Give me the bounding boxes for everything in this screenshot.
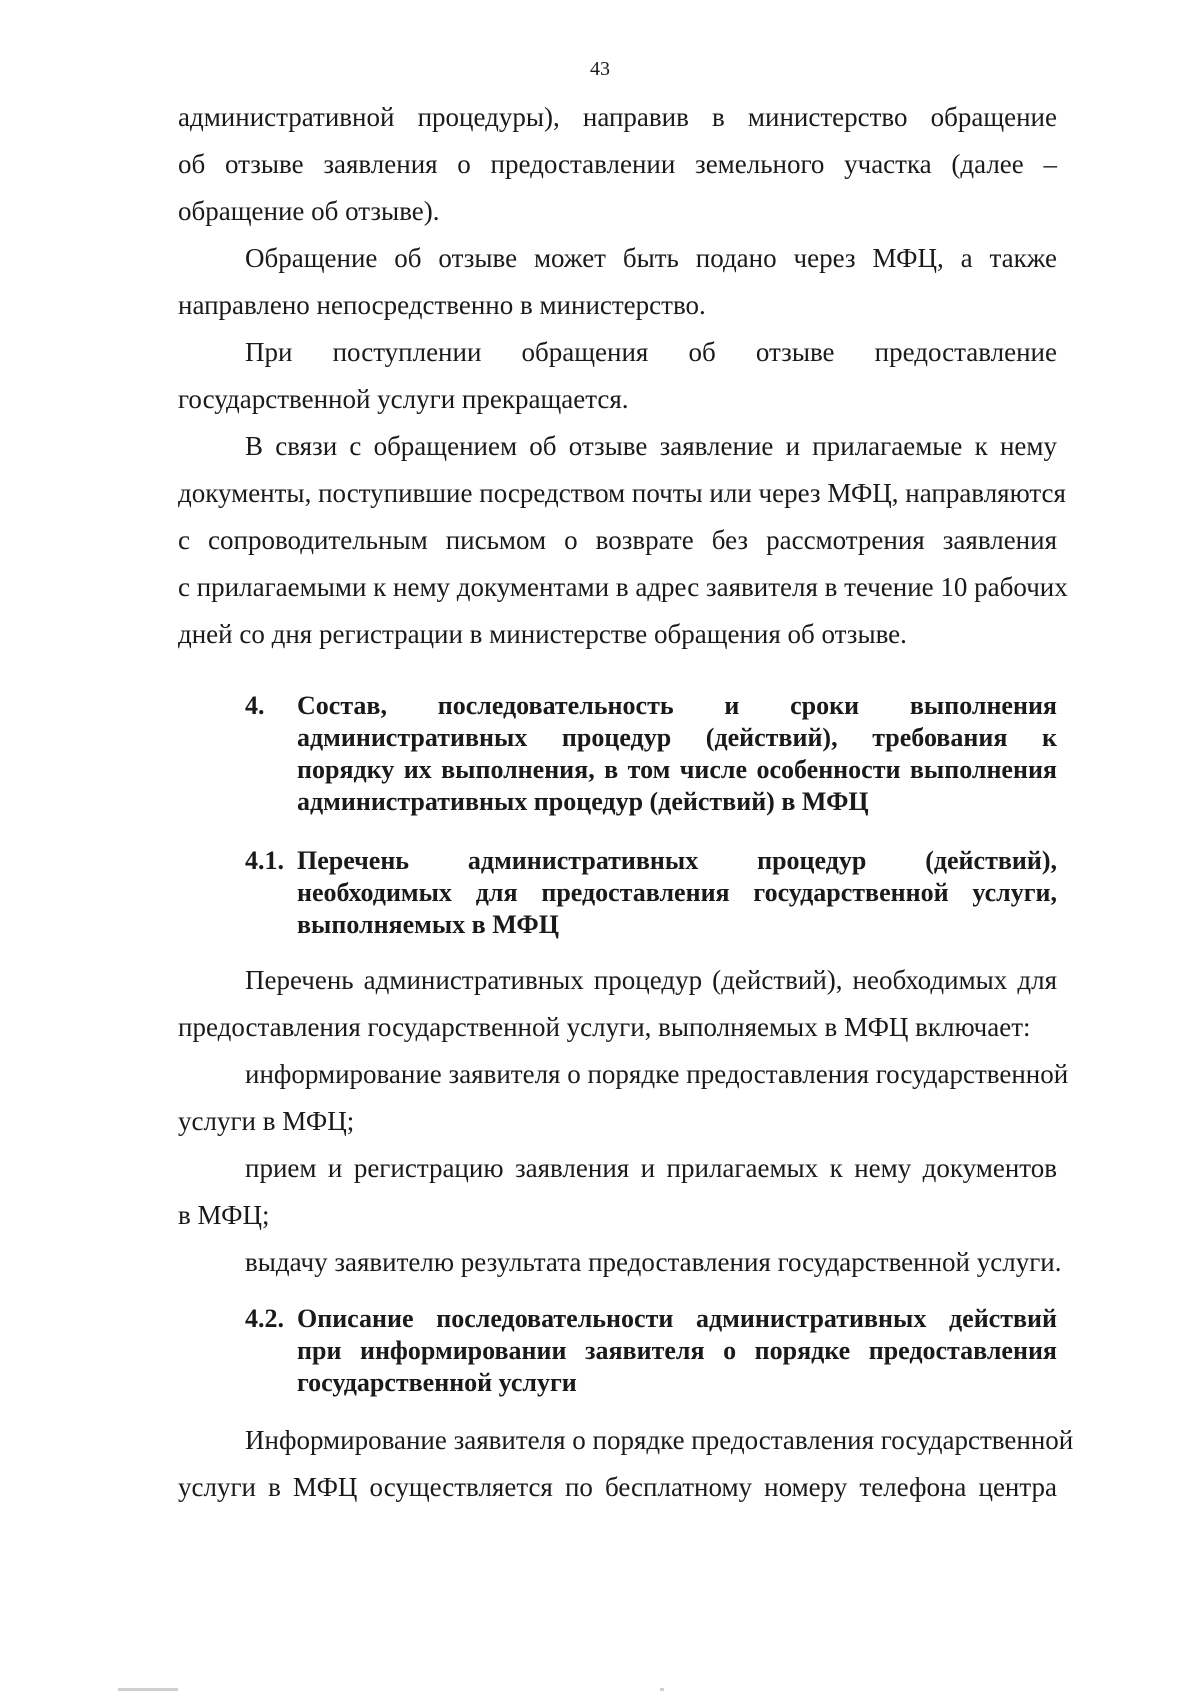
body-text-line: административной процедуры), направив в министерство обращение <box>178 102 1057 132</box>
scan-artifact <box>118 1688 178 1691</box>
body-text-line: При поступлении обращения об отзыве предоставление <box>245 337 1057 367</box>
body-text-line: об отзыве заявления о предоставлении земельного участка (далее – <box>178 149 1057 179</box>
page-number: 43 <box>590 58 610 80</box>
section-heading-line: административных процедур (действий), требования к <box>297 723 1057 752</box>
section-number: 4. <box>245 691 265 720</box>
section-number: 4.1. <box>245 846 284 875</box>
body-text-line: Обращение об отзыве может быть подано через МФЦ, а также <box>245 243 1057 273</box>
body-text-line: Перечень административных процедур (действий), необходимых для <box>245 965 1057 995</box>
body-text-line: услуги в МФЦ осуществляется по бесплатному номеру телефона центра <box>178 1472 1057 1502</box>
list-item-line: услуги в МФЦ; <box>178 1106 355 1136</box>
section-heading-line: Описание последовательности административных действий <box>297 1304 1057 1333</box>
list-item-line: прием и регистрацию заявления и прилагаемых к нему документов <box>245 1153 1057 1183</box>
body-text-line: обращение об отзыве). <box>178 196 440 226</box>
list-item-line: информирование заявителя о порядке предоставления государственной <box>245 1059 1069 1089</box>
body-text-line: предоставления государственной услуги, выполняемых в МФЦ включает: <box>178 1012 1031 1042</box>
body-text-line: Информирование заявителя о порядке предоставления государственной <box>245 1425 1074 1455</box>
section-heading-line: административных процедур (действий) в МФЦ <box>297 787 869 816</box>
body-text-line: В связи с обращением об отзыве заявление и прилагаемые к нему <box>245 431 1057 461</box>
section-heading-line: при информировании заявителя о порядке предоставления <box>297 1336 1057 1365</box>
body-text-line: с прилагаемыми к нему документами в адрес заявителя в течение 10 рабочих <box>178 572 1068 602</box>
section-heading-line: Состав, последовательность и сроки выполнения <box>297 691 1057 720</box>
body-text-line: документы, поступившие посредством почты или через МФЦ, направляются <box>178 478 1066 508</box>
section-heading-line: необходимых для предоставления государственной услуги, <box>297 878 1057 907</box>
body-text-line: дней со дня регистрации в министерстве обращения об отзыве. <box>178 619 907 649</box>
body-text-line: государственной услуги прекращается. <box>178 384 629 414</box>
list-item-line: в МФЦ; <box>178 1200 270 1230</box>
scan-artifact <box>660 1688 664 1691</box>
section-heading-line: выполняемых в МФЦ <box>297 910 559 939</box>
section-heading-line: порядку их выполнения, в том числе особенности выполнения <box>297 755 1057 784</box>
section-number: 4.2. <box>245 1304 284 1333</box>
body-text-line: направлено непосредственно в министерство. <box>178 290 706 320</box>
list-item-line: выдачу заявителю результата предоставления государственной услуги. <box>245 1247 1062 1277</box>
body-text-line: с сопроводительным письмом о возврате без рассмотрения заявления <box>178 525 1057 555</box>
section-heading-line: Перечень административных процедур (действий), <box>297 846 1057 875</box>
section-heading-line: государственной услуги <box>297 1368 577 1397</box>
